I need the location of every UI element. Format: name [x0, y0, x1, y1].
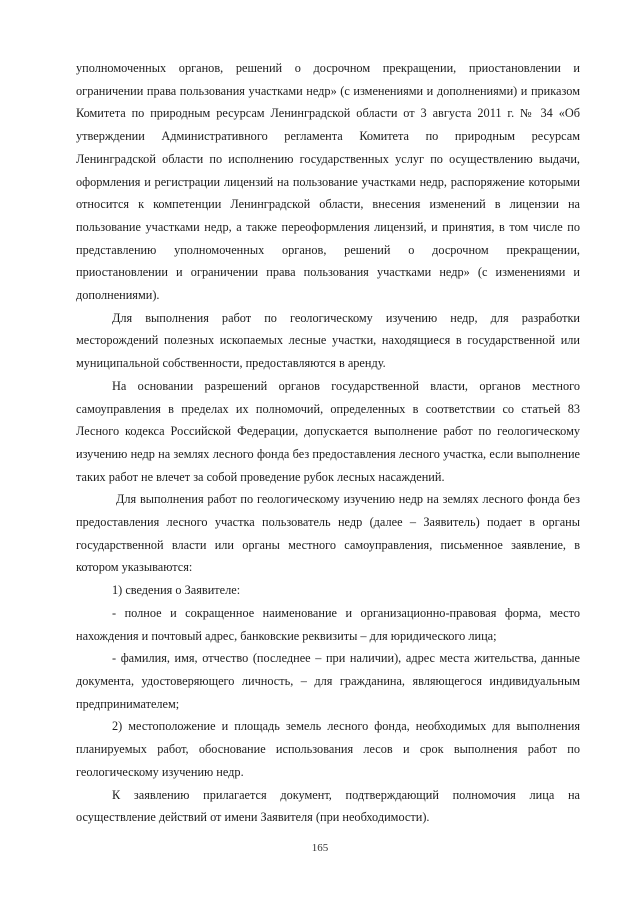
document-body — [76, 57, 580, 829]
paragraph-permissions: На основании разрешений органов государственной власти, органов местного самоуправления в пределах их полномочий, определенных в соответствии со статьей 83 Лесного кодекса Российской Федерации, допускается выполнение работ по геологическому изучению недр на землях лесного фонда без предоставления лесного участка, если выполнение таких работ не влечет за собой проведение рубок лесных насаждений. — [76, 378, 580, 484]
paragraph-attachment: К заявлению прилагается документ, подтверждающий полномочия лица на осуществление действий от имени Заявителя (при необходимости). — [76, 787, 580, 825]
paragraph-application: Для выполнения работ по геологическому изучению недр на землях лесного фонда без предоставления лесного участка пользователь недр (далее – Заявитель) подает в органы государственной власти или органы местного самоуправления, письменное заявление, в котором указываются: — [76, 492, 580, 575]
list-item-individual: - фамилия, имя, отчество (последнее – при наличии), адрес места жительства, данные документа, удостоверяющего личность, – для гражданина, являющегося индивидуальным предпринимателем; — [76, 651, 580, 711]
list-item-location-area: 2) местоположение и площадь земель лесного фонда, необходимых для выполнения планируемых работ, обоснование использования лесов и срок выполнения работ по геологическому изучению недр. — [76, 719, 580, 779]
page-number: 165 — [311, 842, 329, 854]
paragraph-lease: Для выполнения работ по геологическому изучению недр, для разработки месторождений полезных ископаемых лесные участки, находящиеся в государственной или муниципальной собственности, предоставляются в аренду. — [76, 310, 580, 371]
paragraph-continuation: уполномоченных органов, решений о досрочном прекращении, приостановлении и ограничении права пользования участками недр» (с изменениями и дополнениями) и приказом Комитета по природным ресурсам Ленинградской области от 3 августа 2011 г. № 34 «Об утверждении Административного регламента Комитета по природным ресурсам Ленинградской области по исполнению государственных услуг по осуществлению выдачи, оформления и регистрации лицензий на пользование участками недр, распоряжение которыми относится к компетенции Ленинградской области, внесения изменений в лицензии на пользование участками недр, а также переоформления лицензий, и принятия, в том числе по представлению уполномоченных органов, решений о досрочном прекращении, приостановлении и ограничении права пользования участками недр» (с изменениями и дополнениями). — [76, 61, 580, 303]
list-item-legal-entity: - полное и сокращенное наименование и организационно-правовая форма, место нахождения и почтовый адрес, банковские реквизиты – для юридического лица; — [76, 605, 580, 643]
list-item-applicant-info: 1) сведения о Заявителе: — [112, 583, 241, 598]
